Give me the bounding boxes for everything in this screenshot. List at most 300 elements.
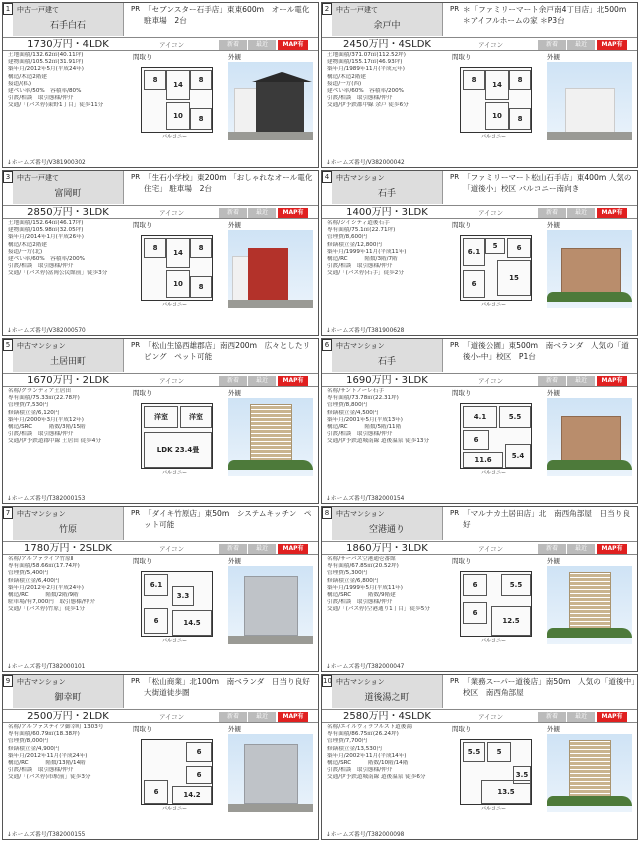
room: LDK 23.4畳	[144, 432, 212, 468]
pr-label: PR	[450, 173, 460, 181]
listing-header	[322, 3, 637, 36]
room: 6	[144, 608, 168, 634]
balcony-label: バルコニー	[162, 134, 188, 140]
floorplan-outline	[460, 403, 532, 476]
room: 洋室	[144, 406, 178, 428]
spec-row: 構造/木造2階建	[8, 73, 48, 80]
spec-row: 築年月/1999年11月(平成11年)	[327, 248, 407, 255]
exterior-photo[interactable]	[547, 734, 632, 812]
floorplan-label: 間取り	[452, 389, 472, 397]
spec-row: 構造/RC 階数/2階/9階	[8, 592, 79, 599]
recent-badge: 最近	[248, 40, 276, 50]
listing-code[interactable]: ↓ホームズ番号/T382000101	[7, 664, 86, 670]
listing-number: 8	[322, 507, 332, 519]
exterior-label: 外観	[547, 389, 560, 397]
spec-row: 名称/サントノーレ石手	[327, 388, 384, 394]
recent-badge: 最近	[248, 208, 276, 218]
room: 8	[190, 108, 212, 130]
listing-number: 6	[322, 339, 332, 351]
property-location[interactable]: 空港通り	[368, 525, 405, 535]
spec-row: 引渡/相談 取引態様/仲介	[327, 431, 393, 438]
recent-badge: 最近	[567, 208, 595, 218]
floorplan-label: 間取り	[452, 53, 472, 61]
spec-row: 修繕積立金/4,900円	[8, 745, 60, 752]
spec-row: 引渡/相談 取引態様/仲介	[327, 767, 393, 774]
listing-card[interactable]	[321, 674, 638, 840]
listing-number: 9	[3, 675, 13, 687]
price-row	[3, 205, 318, 219]
icon-label: アイコン	[159, 41, 185, 49]
pr-label: PR	[131, 5, 141, 13]
spec-row: 構造/SRC 階数/10階/14階	[327, 760, 409, 767]
room: 10	[166, 102, 190, 130]
map-button[interactable]: MAP有	[278, 544, 308, 554]
recent-badge: 最近	[248, 712, 276, 722]
pr-text: 「ファミリーマート松山石手店」東400m 人気の「道後小」校区 バルコニー南向き	[463, 173, 632, 193]
exterior-label: 外観	[547, 557, 560, 565]
listing-code[interactable]: ↓ホームズ番号/V381900302	[7, 160, 86, 166]
room: 14.5	[172, 610, 212, 636]
floorplan-label: 間取り	[133, 221, 153, 229]
spec-row: 名称/エイルヴィラフルスト道後湯	[327, 724, 413, 730]
property-location[interactable]: 御幸町	[54, 693, 82, 703]
listing-card[interactable]	[2, 338, 319, 504]
property-location[interactable]: 道後湯之町	[364, 693, 410, 703]
listing-card[interactable]	[2, 506, 319, 672]
listing-code[interactable]: ↓ホームズ番号/T382000154	[326, 496, 405, 502]
icon-label: アイコン	[478, 545, 504, 553]
floorplan-image[interactable]	[452, 230, 542, 308]
price-row	[322, 205, 637, 219]
price: 1730万円・4LDK	[27, 39, 109, 50]
spec-list	[327, 724, 447, 782]
floorplan-image[interactable]	[133, 398, 223, 476]
spec-row: 築年月/2012年11月(平成24年)	[8, 752, 88, 759]
title-block[interactable]	[332, 339, 443, 372]
room: 4.1	[463, 406, 497, 428]
spec-list	[8, 556, 128, 614]
listing-number: 1	[3, 3, 13, 15]
room: 6	[463, 602, 487, 624]
spec-row: 構造/木造2階建	[8, 241, 48, 248]
title-block[interactable]	[332, 3, 443, 36]
room: 8	[509, 70, 531, 90]
listing-code[interactable]: ↓ホームズ番号/T382000153	[7, 496, 86, 502]
spec-list	[327, 220, 447, 278]
listing-code[interactable]: ↓ホームズ番号/T382000155	[7, 832, 86, 838]
price-row	[322, 709, 637, 723]
balcony-label: バルコニー	[162, 638, 188, 644]
pr-label: PR	[450, 5, 460, 13]
spec-row: 築年月/2014年1月(平成26年)	[8, 234, 84, 241]
price: 2500万円・2LDK	[27, 711, 109, 722]
listing-card[interactable]	[321, 506, 638, 672]
house-illustration	[248, 248, 288, 300]
balcony-label: バルコニー	[162, 470, 188, 476]
spec-row: 接道/(私)	[8, 80, 32, 87]
floorplan-image[interactable]	[452, 566, 542, 644]
room: 15	[497, 260, 531, 296]
listing-code[interactable]: ↓ホームズ番号/V382000570	[7, 328, 86, 334]
spec-row: 名称/アルファステイツ御幸町 1303号	[8, 724, 104, 730]
title-block[interactable]	[13, 171, 124, 204]
spec-list	[327, 388, 447, 446]
listing-header	[3, 507, 318, 540]
pr-text: 「マルナカ土居田店」北 南西角部屋 日当り良好	[463, 509, 630, 529]
icon-label: アイコン	[159, 545, 185, 553]
building-illustration	[244, 576, 298, 636]
floorplan-image[interactable]	[452, 734, 542, 812]
room: 5.4	[505, 444, 531, 468]
spec-row: 専有面積/75.33㎡(22.78坪)	[8, 395, 80, 402]
spec-row: 管理費/5,300円	[327, 570, 368, 577]
spec-row: 引渡/相談 取引態様/仲介	[327, 263, 393, 270]
ground	[547, 132, 632, 140]
new-badge: 新着	[538, 208, 566, 218]
exterior-label: 外観	[228, 53, 241, 61]
property-location[interactable]: 土居田町	[49, 357, 86, 367]
spec-row: 構造/RC 階数/3階/7階	[327, 256, 398, 263]
pr-text: 「松山生協西雄郡店」南西200m 広々としたリビング ペット可能	[144, 341, 311, 361]
spec-row: 専有面積/75.1㎡(22.71坪)	[327, 227, 396, 234]
spec-row: 引渡/相談 取引態様/仲介	[327, 599, 393, 606]
property-type: 中古マンション	[336, 510, 385, 518]
spec-row: 土地面積/371.07㎡(112.52坪)	[327, 52, 406, 58]
spec-row: 名称/サーパス空港通壱番館	[327, 556, 396, 562]
pr-text: 「業務スーパー道後店」南50m 人気の「道後中」校区 南西角部屋	[463, 677, 635, 697]
property-location[interactable]: 石手	[377, 357, 396, 367]
new-badge: 新着	[538, 712, 566, 722]
exterior-label: 外観	[547, 221, 560, 229]
room: 10	[485, 102, 509, 130]
room: 洋室	[180, 406, 212, 428]
property-type: 中古一戸建て	[17, 174, 59, 182]
listing-code[interactable]: ↓ホームズ番号/T382000098	[326, 832, 405, 838]
spec-row: 引渡/相談 取引態様/仲介	[8, 767, 74, 774]
room: 6	[463, 574, 487, 596]
balcony-label: バルコニー	[481, 470, 507, 476]
title-block[interactable]	[332, 675, 443, 708]
property-location[interactable]: 竹原	[58, 525, 77, 535]
pr-label: PR	[131, 677, 141, 685]
listing-code[interactable]: ↓ホームズ番号/T381900628	[326, 328, 405, 334]
listing-card[interactable]	[2, 170, 319, 336]
spec-row: 建物面積/105.98㎡(32.05坪)	[8, 227, 84, 234]
map-button[interactable]: MAP有	[597, 376, 627, 386]
floorplan-label: 間取り	[452, 557, 472, 565]
floorplan-image[interactable]	[133, 62, 223, 140]
map-button[interactable]: MAP有	[597, 208, 627, 218]
room: 3.3	[172, 586, 194, 606]
listing-header	[3, 339, 318, 372]
room: 8	[463, 70, 485, 90]
price: 2850万円・3LDK	[27, 207, 109, 218]
room: 6	[507, 238, 531, 258]
exterior-photo[interactable]	[547, 566, 632, 644]
trees	[547, 628, 632, 638]
spec-row: 駐車場/有7,000円 取引態様/仲介	[8, 599, 95, 606]
spec-row: 管理費/8,000円	[8, 738, 49, 745]
spec-row: 交通/「(バス停)市駅前」徒歩3分	[8, 774, 91, 781]
price: 2580万円・4SLDK	[343, 711, 431, 722]
spec-row: 専有面積/73.78㎡(22.31坪)	[327, 395, 399, 402]
exterior-label: 外観	[547, 725, 560, 733]
balcony-label: バルコニー	[162, 302, 188, 308]
property-type: 中古マンション	[17, 678, 66, 686]
room: 11.6	[463, 452, 503, 468]
spec-row: 構造/SRC 階数/9階建	[327, 592, 396, 599]
price: 1670万円・2LDK	[27, 375, 109, 386]
pr-label: PR	[131, 341, 141, 349]
property-type: 中古マンション	[336, 678, 385, 686]
listing-header	[322, 675, 637, 708]
spec-row: 修繕積立金/13,530円	[327, 745, 383, 752]
listing-card[interactable]	[2, 674, 319, 840]
price-row	[322, 541, 637, 555]
spec-row: 引渡/相談 取引態様/仲介	[8, 263, 74, 270]
title-block[interactable]	[13, 675, 124, 708]
balcony-label: バルコニー	[162, 806, 188, 812]
title-block[interactable]	[332, 507, 443, 540]
trees	[228, 460, 313, 470]
floorplan-outline	[141, 67, 213, 140]
spec-row: 管理費/5,400円	[8, 570, 49, 577]
balcony-label: バルコニー	[481, 806, 507, 812]
floorplan-outline	[141, 235, 213, 308]
floorplan-label: 間取り	[133, 53, 153, 61]
exterior-photo[interactable]	[228, 230, 313, 308]
spec-row: 築年月/2001年5月(平成13年)	[327, 416, 403, 423]
room: 6	[186, 742, 212, 762]
spec-row: 交通/「(バス停)空港通り1丁目」徒歩5分	[327, 606, 430, 613]
map-button[interactable]: MAP有	[278, 712, 308, 722]
room: 14	[485, 70, 509, 100]
spec-row: 築年月/2002年11月(平成14年)	[327, 752, 407, 759]
spec-list	[327, 52, 447, 110]
room: 10	[166, 270, 190, 298]
property-location[interactable]: 石手白石	[49, 21, 86, 31]
listing-code[interactable]: ↓ホームズ番号/T382000047	[326, 664, 405, 670]
spec-row: 専有面積/86.75㎡(26.24坪)	[327, 731, 399, 738]
floorplan-image[interactable]	[452, 398, 542, 476]
room: 6	[144, 780, 168, 804]
recent-badge: 最近	[567, 544, 595, 554]
recent-badge: 最近	[248, 544, 276, 554]
trees	[547, 292, 632, 302]
room: 6	[463, 270, 485, 298]
price-row	[322, 37, 637, 51]
spec-row: 専有面積/67.85㎡(20.52坪)	[327, 563, 399, 570]
new-badge: 新着	[538, 376, 566, 386]
balcony-label: バルコニー	[481, 638, 507, 644]
spec-row: 交通/「(バス停)石手」徒歩2分	[327, 270, 404, 277]
listing-number: 10	[323, 677, 332, 685]
spec-row: 交通/「(バス停)竹原」徒歩1分	[8, 606, 85, 613]
new-badge: 新着	[219, 544, 247, 554]
price-row	[3, 709, 318, 723]
spec-row: 修繕積立金/6,800円	[327, 577, 379, 584]
ground	[228, 804, 313, 812]
exterior-label: 外観	[228, 557, 241, 565]
spec-row: 修繕積立金/12,800円	[327, 241, 383, 248]
property-type: 中古マンション	[17, 510, 66, 518]
room: 6	[186, 766, 212, 784]
exterior-photo[interactable]	[228, 62, 313, 140]
spec-row: 交通/「(バス停)富岡公民館前」徒歩3分	[8, 270, 108, 277]
floorplan-outline	[460, 571, 532, 644]
exterior-photo[interactable]	[547, 62, 632, 140]
pr-label: PR	[450, 509, 460, 517]
map-button[interactable]: MAP有	[597, 40, 627, 50]
ground	[228, 132, 313, 140]
exterior-photo[interactable]	[547, 398, 632, 476]
floorplan-image[interactable]	[133, 734, 223, 812]
new-badge: 新着	[219, 712, 247, 722]
floorplan-label: 間取り	[133, 725, 153, 733]
spec-row: 築年月/2012年5月(平成24年)	[8, 66, 84, 73]
exterior-photo[interactable]	[228, 734, 313, 812]
listing-header	[3, 3, 318, 36]
spec-row: 引渡/相談 取引態様/仲介	[8, 431, 74, 438]
room: 12.5	[491, 606, 531, 636]
spec-row: 交通/伊予鉄道郡中線 土居田 徒歩4分	[8, 438, 101, 445]
spec-row: 築年月/1999年5月(平成11年)	[327, 584, 403, 591]
property-type: 中古一戸建て	[17, 6, 59, 14]
floorplan-outline	[460, 67, 532, 140]
spec-row: 管理費/7,700円	[327, 738, 368, 745]
spec-row: 修繕積立金/4,500円	[327, 409, 379, 416]
title-block[interactable]	[13, 3, 124, 36]
listing-card[interactable]	[321, 338, 638, 504]
pr-text: ＊「ファミリーマート余戸南4丁目店」北500m ＊アイフルホームの家 ＊P3台	[463, 5, 627, 25]
exterior-label: 外観	[228, 221, 241, 229]
spec-row: 管理費/8,800円	[327, 402, 368, 409]
listing-grid	[2, 2, 638, 842]
listing-code[interactable]: ↓ホームズ番号/V382000042	[326, 160, 405, 166]
listing-card[interactable]	[2, 2, 319, 168]
floorplan-outline	[141, 571, 213, 644]
exterior-photo[interactable]	[547, 230, 632, 308]
floorplan-label: 間取り	[133, 557, 153, 565]
new-badge: 新着	[219, 376, 247, 386]
spec-row: 名称/グランディア土居田	[8, 388, 71, 394]
spec-row: 引渡/相談 取引態様/仲介	[8, 95, 74, 102]
pr-text: 「松山商業」北100m 南ベランダ 日当り良好 大街道徒歩圏	[144, 677, 318, 697]
floorplan-outline	[460, 235, 532, 308]
map-button[interactable]: MAP有	[597, 544, 627, 554]
listing-number: 2	[322, 3, 332, 15]
spec-list	[8, 724, 128, 782]
map-button[interactable]: MAP有	[597, 712, 627, 722]
spec-row: 接道/一方(北)	[8, 248, 43, 255]
property-location[interactable]: 富岡町	[54, 189, 82, 199]
price: 1400万円・3LDK	[346, 207, 428, 218]
floorplan-image[interactable]	[133, 566, 223, 644]
title-block[interactable]	[13, 339, 124, 372]
property-location[interactable]: 余戸中	[373, 21, 401, 31]
room: 14	[166, 238, 190, 268]
balcony-label: バルコニー	[481, 134, 507, 140]
room: 8	[509, 108, 531, 130]
icon-label: アイコン	[478, 713, 504, 721]
map-button[interactable]: MAP有	[278, 376, 308, 386]
floorplan-outline	[460, 739, 532, 812]
floorplan-label: 間取り	[133, 389, 153, 397]
floorplan-image[interactable]	[452, 62, 542, 140]
property-location[interactable]: 石手	[377, 189, 396, 199]
property-type: 中古一戸建て	[336, 6, 378, 14]
room: 3.5	[513, 766, 531, 784]
price-row	[3, 373, 318, 387]
house-illustration	[565, 88, 615, 134]
room: 6.1	[463, 238, 485, 266]
pr-label: PR	[450, 677, 460, 685]
title-block[interactable]	[332, 171, 443, 204]
floorplan-label: 間取り	[452, 725, 472, 733]
spec-row: 築年月/1989年11月(平成元年)	[327, 66, 405, 73]
room: 5.5	[501, 574, 531, 596]
pr-label: PR	[131, 173, 141, 181]
spec-row: 交通/伊予鉄道城南線 道後温泉 徒歩13分	[327, 438, 430, 445]
room: 8	[190, 276, 212, 298]
spec-list	[8, 52, 128, 110]
spec-row: 建物面積/155.17㎡(46.93坪)	[327, 59, 403, 66]
room: 14	[166, 70, 190, 100]
map-button[interactable]: MAP有	[278, 40, 308, 50]
pr-text: 「道後公園」東500m 南ベランダ 人気の「道後小-中」校区 P1台	[463, 341, 629, 361]
price-row	[322, 373, 637, 387]
exterior-photo[interactable]	[228, 398, 313, 476]
floorplan-label: 間取り	[452, 221, 472, 229]
title-block[interactable]	[13, 507, 124, 540]
new-badge: 新着	[219, 40, 247, 50]
listing-header	[322, 339, 637, 372]
map-button[interactable]: MAP有	[278, 208, 308, 218]
listing-card[interactable]	[321, 2, 638, 168]
floorplan-outline	[141, 403, 213, 476]
spec-row: 建ぺい率/50% 容積率/80%	[8, 88, 82, 95]
room: 14.2	[172, 786, 212, 804]
price: 1780万円・2SLDK	[24, 543, 112, 554]
price: 1690万円・3LDK	[346, 375, 428, 386]
new-badge: 新着	[538, 40, 566, 50]
price-row	[3, 37, 318, 51]
pr-text: 「生石小学校」東200m 「おしゃれなオール電化住宅」 駐車場 2台	[144, 173, 313, 193]
icon-label: アイコン	[159, 377, 185, 385]
exterior-label: 外観	[228, 389, 241, 397]
exterior-photo[interactable]	[228, 566, 313, 644]
spec-row: 土地面積/152.64㎡(46.17坪)	[8, 220, 84, 226]
building-illustration	[244, 744, 298, 804]
recent-badge: 最近	[248, 376, 276, 386]
room: 6.1	[144, 574, 168, 596]
floorplan-image[interactable]	[133, 230, 223, 308]
pr-label: PR	[131, 509, 141, 517]
property-type: 中古マンション	[336, 342, 385, 350]
spec-row: 名称/ジイシティ道後石手	[327, 220, 390, 226]
room: 5	[487, 742, 511, 762]
room: 8	[190, 70, 212, 90]
icon-label: アイコン	[478, 377, 504, 385]
spec-row: 土地面積/132.62㎡(40.11坪)	[8, 52, 84, 58]
listing-card[interactable]	[321, 170, 638, 336]
listing-header	[322, 171, 637, 204]
spec-row: 構造/RC 階数/13階/14階	[8, 760, 86, 767]
spec-row: 構造/RC 階数/5階/11階	[327, 424, 402, 431]
pr-text: 「セブンスター石手店」東東600m オール電化 駐車場 2台	[144, 5, 318, 25]
recent-badge: 最近	[567, 40, 595, 50]
floorplan-outline	[141, 739, 213, 812]
